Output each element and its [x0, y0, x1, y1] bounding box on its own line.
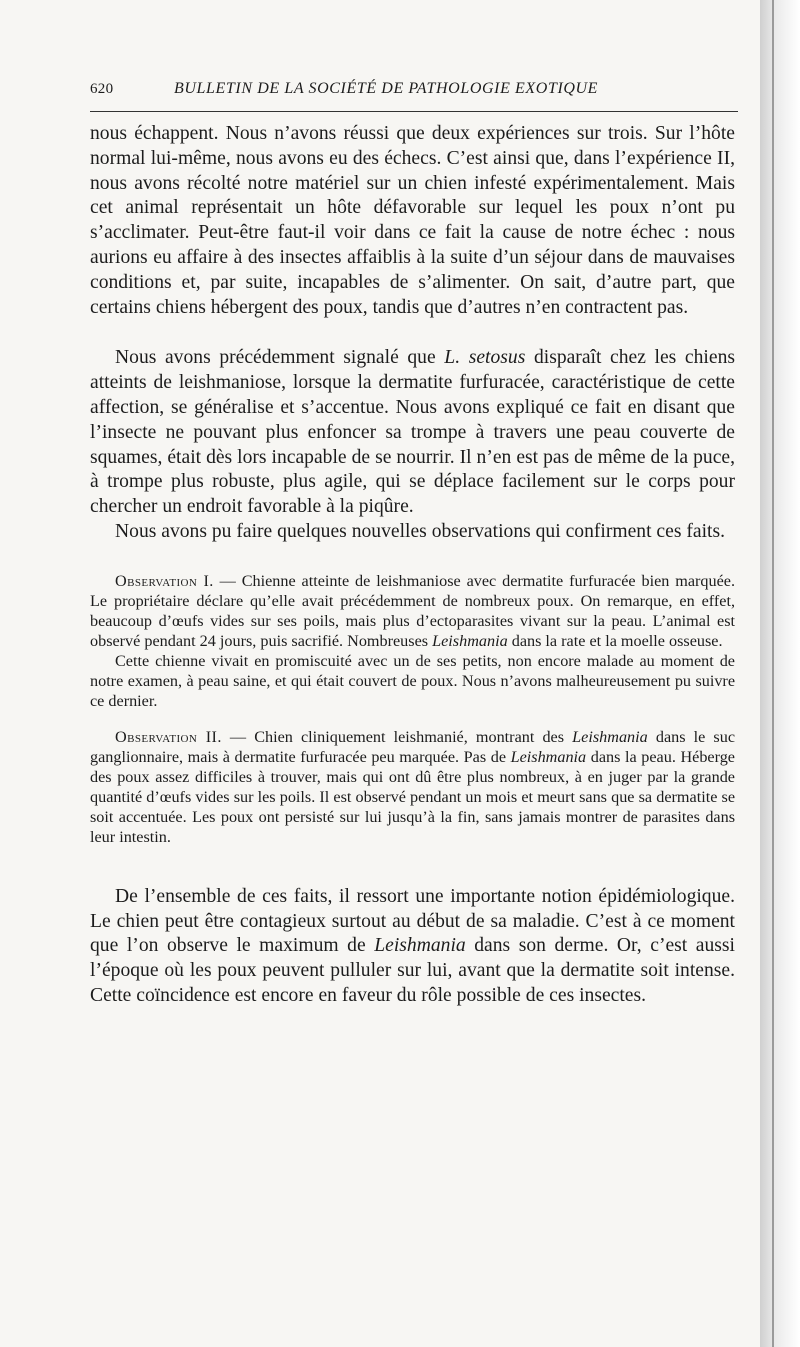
page-header — [90, 78, 738, 106]
page-number: 620 — [90, 81, 114, 97]
header-rule — [90, 111, 738, 112]
observation-2-label: Observation II. — [115, 727, 222, 746]
article-body — [90, 122, 735, 1009]
paragraph-1: nous échappent. Nous n’avons réussi que deux expériences sur trois. Sur l’hôte normal lui-même, nous avons eu des échecs. C’est ainsi que, dans l’expérience II, nous avons récolté notre matériel sur un chien infesté expérimentalement. Mais cet animal représentait un hôte défavorable sur lequel les poux n’ont pu s’acclimater. Peut-être faut-il voir dans ce fait la cause de notre échec : nous aurions eu affaire à des insectes affaiblis à la suite d’un séjour dans de mauvaises conditions et, par suite, incapables de s’alimenter. On sait, d’autre part, que certains chiens hébergent des poux, tandis que d’autres n’en contractent pas. — [90, 123, 735, 318]
species-name: L. setosus — [444, 347, 526, 369]
observation-1-continued: Cette chienne vivait en promiscuité avec un de ses petits, non encore malade au moment de notre examen, à peau saine, et qui était couvert de poux. Nous n’avons malheureusement pu suivre ce dernier. — [90, 651, 735, 710]
page-edge-shadow — [760, 0, 800, 1347]
paragraph-4: De l’ensemble de ces faits, il ressort une importante notion épidémiologique. Le chien peut être contagieux surtout au début de sa maladie. C’est à ce moment que l’on observe le maximum de Leishmania dans son derme. Or, c’est aussi l’époque où les poux peuvent pulluler sur lui, avant que la dermatite soit intense. Cette coïncidence est encore en faveur du rôle possible de ces insectes. — [90, 885, 735, 1006]
running-title: BULLETIN DE LA SOCIÉTÉ DE PATHOLOGIE EXOTIQUE — [174, 80, 599, 97]
observation-1-label: Observation I. — [115, 571, 214, 590]
observation-2: Observation II. — Chien cliniquement leishmanié, montrant des Leishmania dans le suc ganglionnaire, mais à dermatite furfuracée peu marquée. Pas de Leishmania dans la peau. Héberge des poux assez difficiles à trouver, mais qui ont dû être plus nombreux, à en juger par la grande quantité d’œufs vides sur les poils. Il est observé pendant un mois et meurt sans que sa dermatite se soit accentuée. Les poux ont persisté sur lui jusqu’à la fin, sans jamais montrer de parasites dans leur intestin. — [90, 727, 736, 846]
observation-1: Observation I. — Chienne atteinte de leishmaniose avec dermatite furfuracée bien marquée. Le propriétaire déclare qu’elle avait précédemment de nombreux poux. On remarque, en effet, beaucoup d’œufs vides sur ses poils, mais plus d’ectoparasites vivant sur la peau. L’animal est observé pendant 24 jours, puis sacrifié. Nombreuses Leishmania dans la rate et la moelle osseuse. — [90, 571, 735, 650]
paragraph-2: Nous avons précédemment signalé que L. setosus disparaît chez les chiens atteints de leishmaniose, lorsque la dermatite furfuracée, caractéristique de cette affection, se généralise et s’accentue. Nous avons expliqué ce fait en disant que l’insecte ne pouvant plus enfoncer sa trompe à travers une peau couverte de squames, était dès lors incapable de se nourrir. Il n’en est pas de même de la puce, à trompe plus robuste, plus agile, qui se déplace facilement sur le corps pour chercher un endroit favorable à la piqûre. — [90, 347, 735, 518]
paragraph-3: Nous avons pu faire quelques nouvelles observations qui confirment ces faits. — [115, 520, 725, 542]
page-edge-line — [772, 0, 774, 1347]
